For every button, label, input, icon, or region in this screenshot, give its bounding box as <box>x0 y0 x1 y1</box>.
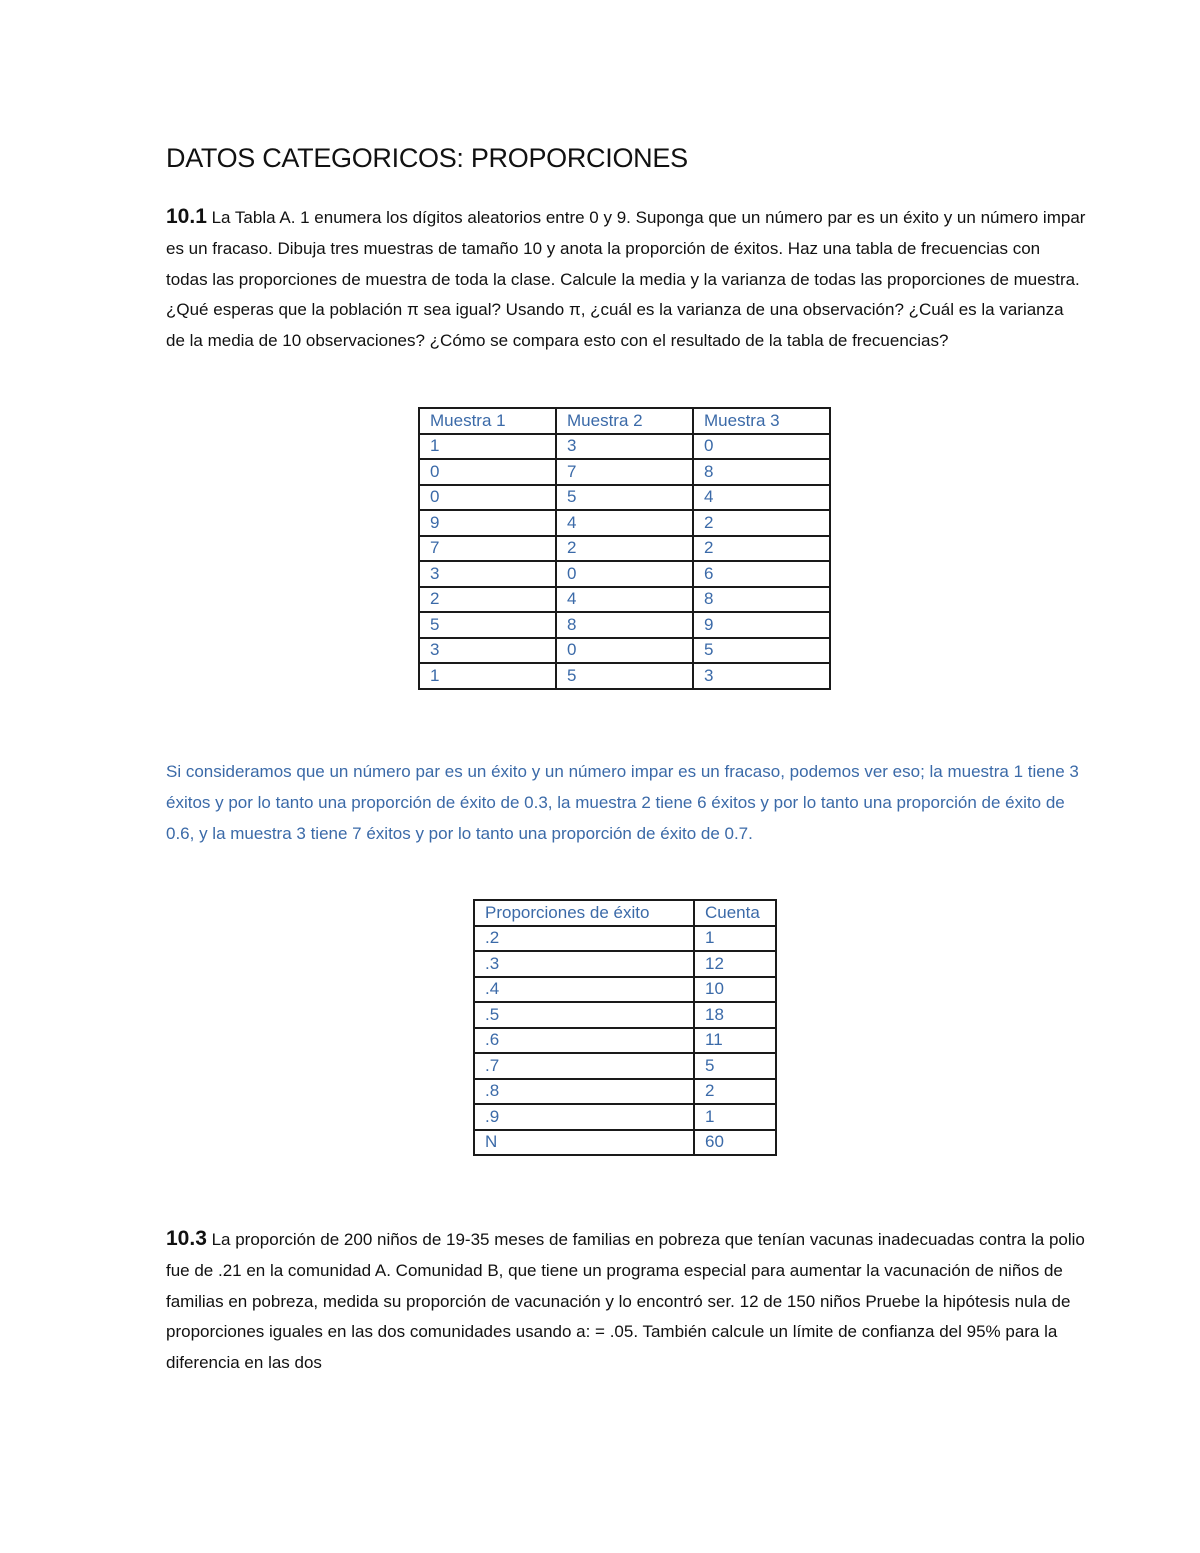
table-row <box>474 1130 776 1156</box>
table-cell: 5 <box>693 638 830 664</box>
table-cell: .4 <box>474 977 694 1003</box>
table-cell: 4 <box>693 485 830 511</box>
table-row <box>419 587 830 613</box>
table-row <box>419 561 830 587</box>
table-cell: 5 <box>556 663 693 689</box>
table-row <box>419 459 830 485</box>
table-row <box>474 926 776 952</box>
table-cell: 0 <box>556 638 693 664</box>
column-header: Muestra 1 <box>419 408 556 434</box>
table-cell: 9 <box>419 510 556 536</box>
table-cell: 3 <box>419 561 556 587</box>
table-row <box>474 977 776 1003</box>
table-cell: 1 <box>419 663 556 689</box>
exercise-10-3 <box>166 1224 1086 1379</box>
column-header: Proporciones de éxito <box>474 900 694 926</box>
table-cell: 2 <box>693 536 830 562</box>
table-row <box>474 1028 776 1054</box>
table-cell: 8 <box>693 587 830 613</box>
table-row <box>419 485 830 511</box>
column-header: Muestra 2 <box>556 408 693 434</box>
table-cell: 1 <box>694 926 776 952</box>
table-row <box>419 510 830 536</box>
table-header-row <box>474 900 776 926</box>
table-cell: 2 <box>556 536 693 562</box>
table-row <box>474 1002 776 1028</box>
table-cell: .7 <box>474 1053 694 1079</box>
table-cell: 6 <box>693 561 830 587</box>
exercise-text: La proporción de 200 niños de 19-35 meses de familias en pobreza que tenían vacunas inadecuadas contra la polio fue de .21 en la comunidad A. Comunidad B, que tiene un programa especial para aumentar la vacunación de niños de familias en pobreza, medida su proporción de vacunación y lo encontró ser. 12 de 150 niños Pruebe la hipótesis nula de proporciones iguales en las dos comunidades usando a: = .05. También calcule un límite de confianza del 95% para la diferencia en las dos <box>166 1230 1085 1373</box>
table-cell: .9 <box>474 1104 694 1130</box>
column-header: Muestra 3 <box>693 408 830 434</box>
table-header-row <box>419 408 830 434</box>
table-cell: 8 <box>556 612 693 638</box>
table-cell: 0 <box>419 485 556 511</box>
table-cell: 4 <box>556 587 693 613</box>
table-cell: 3 <box>419 638 556 664</box>
table-cell: 3 <box>556 434 693 460</box>
table-cell: 7 <box>419 536 556 562</box>
table-cell: 4 <box>556 510 693 536</box>
table-cell: 5 <box>556 485 693 511</box>
table-row <box>474 1079 776 1105</box>
table-cell: 0 <box>693 434 830 460</box>
table-cell: 60 <box>694 1130 776 1156</box>
page-title: DATOS CATEGORICOS: PROPORCIONES <box>166 143 688 173</box>
table-cell: 10 <box>694 977 776 1003</box>
table-row <box>419 638 830 664</box>
table-cell: 11 <box>694 1028 776 1054</box>
table-cell: 9 <box>693 612 830 638</box>
samples-table <box>418 407 831 690</box>
table-cell: N <box>474 1130 694 1156</box>
table-row <box>474 1053 776 1079</box>
table-cell: 1 <box>419 434 556 460</box>
table-cell: 2 <box>693 510 830 536</box>
table-cell: 0 <box>419 459 556 485</box>
table-cell: 8 <box>693 459 830 485</box>
table-cell: .2 <box>474 926 694 952</box>
table-cell: .6 <box>474 1028 694 1054</box>
table-row <box>474 1104 776 1130</box>
table-row <box>419 663 830 689</box>
table-cell: .5 <box>474 1002 694 1028</box>
answer-paragraph: Si consideramos que un número par es un éxito y un número impar es un fracaso, podemos ver eso; la muestra 1 tiene 3 éxitos y por lo tanto una proporción de éxito de 0.3, la muestra 2 tiene 6 éxitos y por lo tanto una proporción de éxito de 0.6, y la muestra 3 tiene 7 éxitos y por lo tanto una proporción de éxito de 0.7. <box>166 762 1079 843</box>
frequency-table <box>473 899 777 1156</box>
exercise-10-1 <box>166 202 1086 357</box>
exercise-number: 10.3 <box>166 1227 207 1250</box>
table-cell: 2 <box>694 1079 776 1105</box>
exercise-number: 10.1 <box>166 205 207 228</box>
table-cell: 3 <box>693 663 830 689</box>
table-cell: 7 <box>556 459 693 485</box>
column-header: Cuenta <box>694 900 776 926</box>
table-cell: 12 <box>694 951 776 977</box>
table-cell: 0 <box>556 561 693 587</box>
table-cell: 5 <box>694 1053 776 1079</box>
table-cell: 2 <box>419 587 556 613</box>
table-row <box>419 612 830 638</box>
table-cell: 5 <box>419 612 556 638</box>
table-row <box>474 951 776 977</box>
table-row <box>419 536 830 562</box>
table-cell: 18 <box>694 1002 776 1028</box>
table-cell: .3 <box>474 951 694 977</box>
table-cell: .8 <box>474 1079 694 1105</box>
exercise-text: La Tabla A. 1 enumera los dígitos aleatorios entre 0 y 9. Suponga que un número par es un éxito y un número impar es un fracaso. Dibuja tres muestras de tamaño 10 y anota la proporción de éxitos. Haz una tabla de frecuencias con todas las proporciones de muestra de toda la clase. Calcule la media y la varianza de todas las proporciones de muestra. ¿Qué esperas que la población π sea igual? Usando π, ¿cuál es la varianza de una observación? ¿Cuál es la varianza de la media de 10 observaciones? ¿Cómo se compara esto con el resultado de la tabla de frecuencias? <box>166 208 1086 351</box>
table-cell: 1 <box>694 1104 776 1130</box>
table-row <box>419 434 830 460</box>
